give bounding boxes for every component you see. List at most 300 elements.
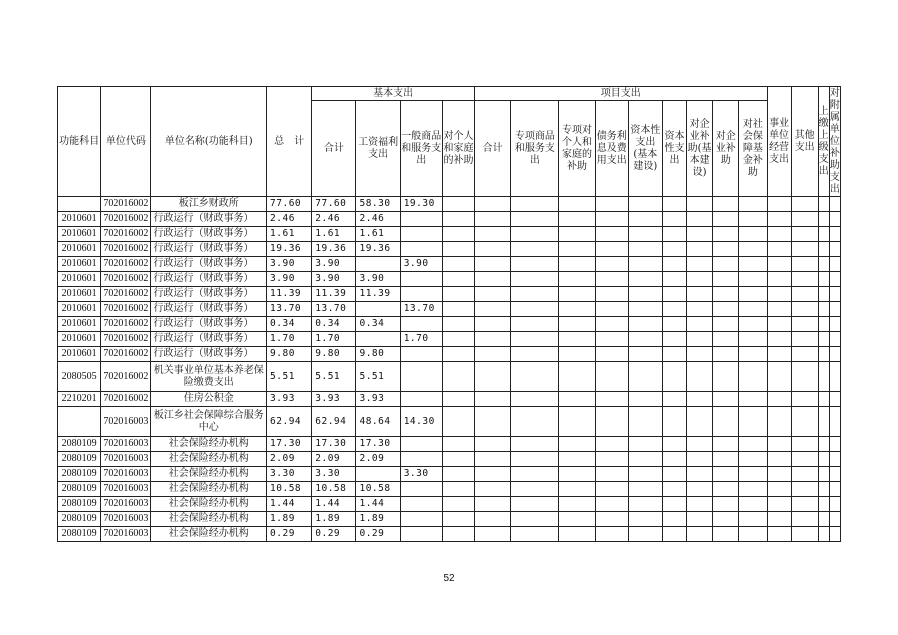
cell-empty	[442, 197, 474, 212]
cell-empty	[628, 407, 662, 437]
cell-empty	[767, 452, 791, 467]
cell-empty	[595, 272, 628, 287]
cell-empty	[687, 407, 713, 437]
cell-empty	[687, 272, 713, 287]
cell-empty	[713, 467, 739, 482]
cell-empty	[687, 437, 713, 452]
cell-basic-total: 62.94	[312, 407, 356, 437]
cell-wages: 10.58	[356, 482, 400, 497]
cell-total: 11.39	[267, 287, 312, 302]
cell-empty	[739, 392, 767, 407]
cell-empty	[767, 332, 791, 347]
cell-unit-code: 702016002	[101, 302, 151, 317]
cell-empty	[713, 272, 739, 287]
cell-empty	[739, 467, 767, 482]
cell-unit-name: 行政运行（财政事务）	[151, 317, 267, 332]
cell-unit-name: 行政运行（财政事务）	[151, 227, 267, 242]
cell-total: 10.58	[267, 482, 312, 497]
header-func-subject: 功能科目	[58, 87, 101, 197]
cell-empty	[739, 242, 767, 257]
cell-empty	[475, 512, 511, 527]
cell-empty	[559, 302, 595, 317]
cell-unit-name: 行政运行（财政事务）	[151, 302, 267, 317]
table-row	[58, 512, 841, 527]
cell-func-subject: 2010601	[58, 287, 101, 302]
cell-empty	[475, 437, 511, 452]
header-subsidy-personal: 对个人和家庭的补助	[442, 101, 474, 197]
cell-empty	[767, 347, 791, 362]
cell-func-subject: 2080505	[58, 362, 101, 392]
cell-goods-services	[400, 392, 442, 407]
cell-func-subject: 2010601	[58, 272, 101, 287]
cell-empty	[475, 227, 511, 242]
cell-empty	[595, 362, 628, 392]
cell-empty	[829, 527, 840, 542]
cell-func-subject: 2080109	[58, 437, 101, 452]
cell-empty	[767, 527, 791, 542]
table-row	[58, 242, 841, 257]
cell-func-subject: 2080109	[58, 482, 101, 497]
cell-empty	[767, 212, 791, 227]
cell-empty	[628, 467, 662, 482]
cell-empty	[628, 272, 662, 287]
cell-goods-services	[400, 452, 442, 467]
cell-wages: 9.80	[356, 347, 400, 362]
cell-total: 17.30	[267, 437, 312, 452]
cell-wages	[356, 332, 400, 347]
cell-unit-name: 板江乡财政所	[151, 197, 267, 212]
cell-empty	[767, 437, 791, 452]
cell-empty	[791, 437, 818, 452]
cell-empty	[713, 512, 739, 527]
cell-empty	[475, 317, 511, 332]
header-project-total: 合计	[475, 101, 511, 197]
cell-empty	[713, 482, 739, 497]
cell-empty	[442, 407, 474, 437]
cell-empty	[662, 272, 686, 287]
cell-empty	[687, 332, 713, 347]
cell-empty	[595, 287, 628, 302]
cell-basic-total: 0.34	[312, 317, 356, 332]
cell-empty	[559, 467, 595, 482]
cell-empty	[662, 527, 686, 542]
header-goods-services: 一般商品和服务支出	[400, 101, 442, 197]
cell-empty	[767, 302, 791, 317]
cell-empty	[829, 242, 840, 257]
cell-func-subject: 2010601	[58, 332, 101, 347]
cell-empty	[511, 467, 559, 482]
cell-empty	[791, 512, 818, 527]
cell-empty	[687, 302, 713, 317]
cell-empty	[511, 302, 559, 317]
cell-unit-code: 702016002	[101, 242, 151, 257]
cell-wages: 3.93	[356, 392, 400, 407]
cell-goods-services: 3.90	[400, 257, 442, 272]
cell-empty	[791, 212, 818, 227]
cell-empty	[767, 317, 791, 332]
cell-empty	[559, 197, 595, 212]
header-capital-basic: 资本性支出(基本建设)	[628, 101, 662, 197]
cell-empty	[829, 197, 840, 212]
cell-empty	[739, 482, 767, 497]
cell-empty	[475, 272, 511, 287]
cell-empty	[559, 347, 595, 362]
cell-empty	[818, 257, 829, 272]
cell-total: 9.80	[267, 347, 312, 362]
cell-empty	[767, 512, 791, 527]
cell-wages: 2.46	[356, 212, 400, 227]
cell-empty	[442, 437, 474, 452]
cell-empty	[595, 482, 628, 497]
cell-empty	[791, 392, 818, 407]
cell-wages: 3.90	[356, 272, 400, 287]
cell-goods-services: 19.30	[400, 197, 442, 212]
cell-func-subject: 2080109	[58, 452, 101, 467]
cell-empty	[475, 482, 511, 497]
cell-goods-services: 13.70	[400, 302, 442, 317]
cell-empty	[475, 332, 511, 347]
cell-wages: 1.61	[356, 227, 400, 242]
budget-expenditure-table	[57, 86, 841, 542]
cell-empty	[511, 272, 559, 287]
cell-empty	[791, 242, 818, 257]
cell-empty	[511, 392, 559, 407]
cell-empty	[739, 347, 767, 362]
cell-empty	[662, 227, 686, 242]
cell-empty	[829, 302, 840, 317]
cell-empty	[713, 302, 739, 317]
table-row	[58, 257, 841, 272]
cell-empty	[511, 257, 559, 272]
header-total: 总 计	[267, 87, 312, 197]
cell-empty	[628, 287, 662, 302]
cell-empty	[595, 332, 628, 347]
cell-empty	[559, 482, 595, 497]
cell-empty	[442, 332, 474, 347]
cell-empty	[442, 272, 474, 287]
header-social-security-subsidy: 对社会保障基金补助	[739, 101, 767, 197]
cell-basic-total: 11.39	[312, 287, 356, 302]
cell-basic-total: 19.36	[312, 242, 356, 257]
cell-empty	[475, 302, 511, 317]
cell-empty	[791, 227, 818, 242]
cell-empty	[829, 332, 840, 347]
cell-unit-name: 行政运行（财政事务）	[151, 347, 267, 362]
cell-unit-code: 702016002	[101, 197, 151, 212]
cell-empty	[475, 392, 511, 407]
cell-unit-name: 社会保险经办机构	[151, 452, 267, 467]
cell-wages	[356, 467, 400, 482]
cell-empty	[511, 362, 559, 392]
cell-basic-total: 9.80	[312, 347, 356, 362]
cell-empty	[713, 332, 739, 347]
cell-func-subject: 2010601	[58, 212, 101, 227]
cell-goods-services	[400, 437, 442, 452]
cell-unit-name: 机关事业单位基本养老保险缴费支出	[151, 362, 267, 392]
cell-empty	[662, 497, 686, 512]
cell-unit-name: 社会保险经办机构	[151, 482, 267, 497]
cell-empty	[713, 287, 739, 302]
table-row	[58, 407, 841, 437]
cell-empty	[767, 362, 791, 392]
cell-total: 1.89	[267, 512, 312, 527]
cell-goods-services	[400, 317, 442, 332]
cell-empty	[662, 332, 686, 347]
cell-empty	[829, 317, 840, 332]
cell-basic-total: 2.09	[312, 452, 356, 467]
table-body	[58, 197, 841, 542]
cell-empty	[687, 197, 713, 212]
cell-empty	[739, 362, 767, 392]
cell-unit-code: 702016003	[101, 482, 151, 497]
cell-empty	[829, 362, 840, 392]
cell-empty	[511, 512, 559, 527]
cell-empty	[595, 227, 628, 242]
cell-empty	[818, 437, 829, 452]
cell-empty	[739, 302, 767, 317]
page-number: 52	[443, 573, 455, 584]
cell-empty	[559, 407, 595, 437]
cell-empty	[475, 362, 511, 392]
table-row	[58, 362, 841, 392]
cell-goods-services: 14.30	[400, 407, 442, 437]
cell-empty	[818, 512, 829, 527]
cell-empty	[442, 527, 474, 542]
cell-wages: 17.30	[356, 437, 400, 452]
cell-empty	[829, 437, 840, 452]
cell-total: 3.90	[267, 272, 312, 287]
cell-goods-services	[400, 512, 442, 527]
cell-empty	[511, 497, 559, 512]
cell-empty	[628, 347, 662, 362]
cell-func-subject	[58, 197, 101, 212]
cell-empty	[739, 332, 767, 347]
cell-unit-code: 702016003	[101, 467, 151, 482]
cell-wages: 58.30	[356, 197, 400, 212]
cell-wages: 19.36	[356, 242, 400, 257]
cell-unit-name: 行政运行（财政事务）	[151, 332, 267, 347]
cell-empty	[687, 227, 713, 242]
table-row	[58, 302, 841, 317]
cell-empty	[511, 317, 559, 332]
cell-empty	[559, 257, 595, 272]
cell-empty	[442, 227, 474, 242]
cell-empty	[739, 407, 767, 437]
cell-empty	[713, 317, 739, 332]
cell-empty	[791, 482, 818, 497]
cell-unit-code: 702016002	[101, 287, 151, 302]
cell-total: 1.61	[267, 227, 312, 242]
cell-func-subject: 2080109	[58, 467, 101, 482]
cell-empty	[829, 212, 840, 227]
cell-unit-code: 702016002	[101, 227, 151, 242]
cell-empty	[767, 467, 791, 482]
cell-empty	[829, 257, 840, 272]
cell-unit-code: 702016003	[101, 512, 151, 527]
cell-empty	[713, 347, 739, 362]
cell-empty	[791, 497, 818, 512]
cell-unit-code: 702016002	[101, 212, 151, 227]
cell-empty	[595, 497, 628, 512]
cell-goods-services	[400, 287, 442, 302]
cell-empty	[818, 452, 829, 467]
cell-total: 3.30	[267, 467, 312, 482]
cell-empty	[791, 467, 818, 482]
cell-empty	[595, 452, 628, 467]
cell-unit-name: 社会保险经办机构	[151, 437, 267, 452]
cell-empty	[559, 437, 595, 452]
cell-empty	[767, 392, 791, 407]
cell-goods-services	[400, 482, 442, 497]
cell-empty	[739, 272, 767, 287]
cell-unit-code: 702016002	[101, 362, 151, 392]
cell-empty	[687, 287, 713, 302]
cell-empty	[829, 407, 840, 437]
cell-unit-code: 702016002	[101, 257, 151, 272]
cell-func-subject: 2080109	[58, 512, 101, 527]
cell-wages	[356, 302, 400, 317]
header-capital: 资本性支出	[662, 101, 686, 197]
cell-empty	[559, 317, 595, 332]
cell-empty	[511, 332, 559, 347]
header-basic-total: 合计	[312, 101, 356, 197]
cell-empty	[791, 272, 818, 287]
cell-empty	[628, 497, 662, 512]
cell-empty	[559, 242, 595, 257]
table-row	[58, 467, 841, 482]
cell-empty	[559, 227, 595, 242]
cell-total: 13.70	[267, 302, 312, 317]
cell-total: 3.93	[267, 392, 312, 407]
cell-total: 1.44	[267, 497, 312, 512]
cell-empty	[475, 452, 511, 467]
cell-func-subject: 2010601	[58, 347, 101, 362]
cell-unit-code: 702016003	[101, 527, 151, 542]
cell-wages: 1.44	[356, 497, 400, 512]
cell-total: 1.70	[267, 332, 312, 347]
cell-empty	[628, 482, 662, 497]
table-row	[58, 482, 841, 497]
cell-empty	[818, 197, 829, 212]
cell-empty	[687, 362, 713, 392]
cell-empty	[739, 512, 767, 527]
cell-empty	[713, 197, 739, 212]
cell-empty	[475, 407, 511, 437]
cell-total: 5.51	[267, 362, 312, 392]
cell-empty	[628, 392, 662, 407]
cell-total: 3.90	[267, 257, 312, 272]
cell-empty	[442, 362, 474, 392]
cell-func-subject: 2010601	[58, 302, 101, 317]
cell-empty	[662, 212, 686, 227]
cell-empty	[442, 212, 474, 227]
cell-empty	[829, 482, 840, 497]
cell-empty	[791, 407, 818, 437]
cell-empty	[818, 272, 829, 287]
cell-empty	[442, 452, 474, 467]
cell-empty	[628, 437, 662, 452]
cell-empty	[595, 317, 628, 332]
cell-empty	[818, 347, 829, 362]
cell-empty	[595, 527, 628, 542]
cell-empty	[739, 197, 767, 212]
cell-empty	[595, 392, 628, 407]
cell-empty	[713, 452, 739, 467]
cell-empty	[818, 392, 829, 407]
cell-empty	[739, 212, 767, 227]
cell-unit-name: 住房公积金	[151, 392, 267, 407]
cell-empty	[818, 212, 829, 227]
cell-empty	[442, 347, 474, 362]
cell-empty	[662, 362, 686, 392]
cell-empty	[628, 242, 662, 257]
cell-basic-total: 1.89	[312, 512, 356, 527]
cell-empty	[442, 392, 474, 407]
cell-empty	[559, 452, 595, 467]
cell-empty	[818, 332, 829, 347]
cell-goods-services	[400, 527, 442, 542]
cell-empty	[559, 362, 595, 392]
cell-empty	[559, 497, 595, 512]
cell-empty	[791, 317, 818, 332]
cell-empty	[628, 197, 662, 212]
cell-empty	[628, 302, 662, 317]
cell-empty	[442, 467, 474, 482]
cell-basic-total: 77.60	[312, 197, 356, 212]
cell-wages	[356, 257, 400, 272]
table-row	[58, 272, 841, 287]
cell-empty	[511, 227, 559, 242]
cell-basic-total: 3.30	[312, 467, 356, 482]
cell-wages: 48.64	[356, 407, 400, 437]
cell-empty	[818, 227, 829, 242]
cell-empty	[687, 497, 713, 512]
cell-empty	[791, 302, 818, 317]
cell-empty	[791, 287, 818, 302]
cell-empty	[739, 437, 767, 452]
cell-goods-services	[400, 242, 442, 257]
cell-empty	[713, 527, 739, 542]
cell-goods-services	[400, 347, 442, 362]
cell-empty	[829, 452, 840, 467]
header-affiliated-subsidy: 对附属单位补助支出	[829, 87, 840, 195]
header-enterprise-subsidy-basic: 对企业补助(基本建设)	[687, 101, 713, 197]
cell-empty	[687, 452, 713, 467]
cell-empty	[829, 467, 840, 482]
cell-empty	[713, 242, 739, 257]
cell-empty	[818, 407, 829, 437]
cell-empty	[687, 467, 713, 482]
cell-empty	[713, 362, 739, 392]
table-row	[58, 227, 841, 242]
cell-empty	[767, 227, 791, 242]
cell-empty	[662, 197, 686, 212]
cell-empty	[829, 497, 840, 512]
cell-empty	[595, 467, 628, 482]
cell-empty	[818, 497, 829, 512]
cell-empty	[442, 302, 474, 317]
cell-empty	[791, 332, 818, 347]
cell-empty	[511, 242, 559, 257]
cell-empty	[475, 287, 511, 302]
cell-basic-total: 1.44	[312, 497, 356, 512]
cell-empty	[713, 227, 739, 242]
cell-empty	[739, 257, 767, 272]
cell-empty	[662, 287, 686, 302]
cell-empty	[662, 392, 686, 407]
cell-func-subject: 2010601	[58, 317, 101, 332]
cell-func-subject: 2010601	[58, 227, 101, 242]
